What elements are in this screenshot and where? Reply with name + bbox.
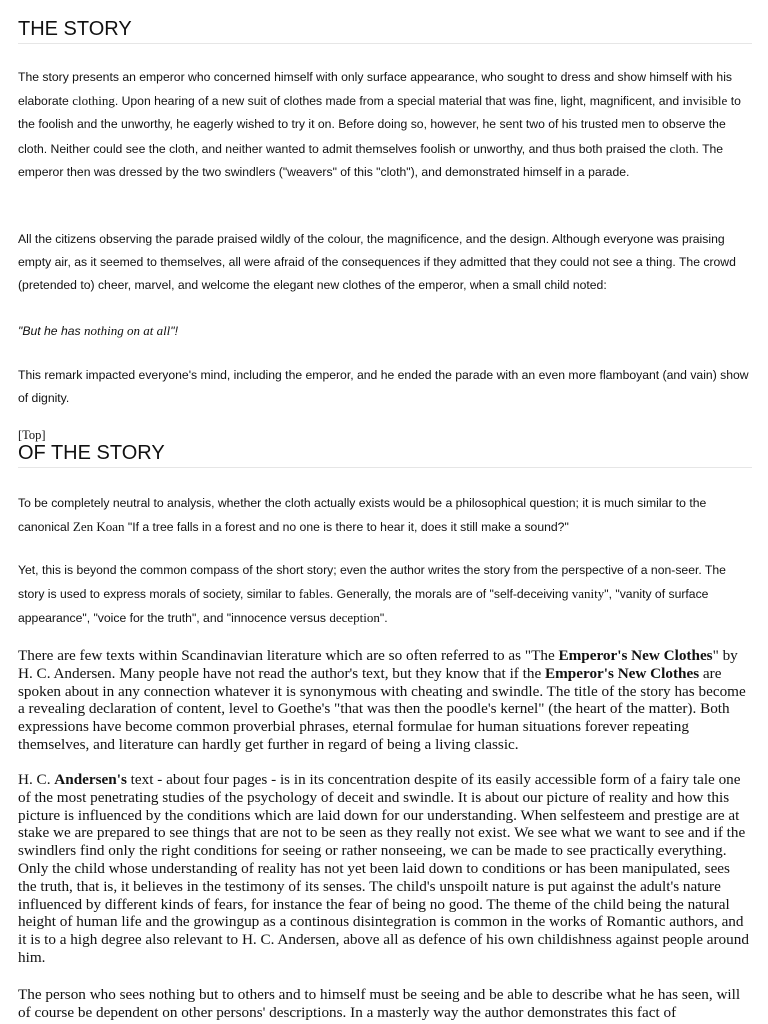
essay-paragraph-2: H. C. Andersen's text - about four pages - is in its concentration despite of its easily accessible form of a fairy tale one of the most penetrating studies of the psychology of deceit and swindle. It is about our picture of reality and how this picture is influenced by the conditions which are laid down for our understanding. When selfesteem and prestige are at stake we are prepared to see things that are not to be seen as they really not exist. We see what we want to see and if the swindlers find only the right conditions for seeing or rather nonseeing, we can be made to see practically everything. Only the child whose understanding of reality has not yet been laid down to conditions or has been manipulated, sees the truth, that is, it believes in the testimony of its senses. The child's unspoilt nature is put against the adult's nature influenced by different kinds of fears, for instance the fear of being no good. The theme of the child being the natural height of human life and the growingup as a continous disintegration is common in the works of Romantic authors, and it is to a high degree also relevant to H. C. Andersen, above all as defence of his own childishness against people around him. [18,771,749,966]
bold-title-2: Emperor's New Clothes [545,664,700,682]
link-clothing[interactable]: clothing [72,93,115,109]
story-paragraph-3: This remark impacted everyone's mind, including the emperor, and he ended the parade with an even more flamboyant (and vain) show of dignity. [18,368,749,406]
link-cloth[interactable]: cloth [669,140,696,156]
link-fables[interactable]: fables [298,586,330,602]
bold-title-1: Emperor's New Clothes [558,647,713,664]
story-paragraph-2: All the citizens observing the parade praised wildly of the colour, the magnificence, and the design. Although everyone was praising empty air, as it seemed to themselves, all were afraid of the consequences if they admitted that they could not see a thing. The crowd (pretended to) cheer, marvel, and welcome the elegant new clothes of the emperor, when a small child noted: [18,232,736,293]
bold-andersens: Andersen's [54,771,127,788]
analysis-paragraph-2: Yet, this is beyond the common compass of the short story; even the author writes the story from the perspective of a non-seer. The story is used to express morals of society, similar to fables. Generally, the morals are of "self-deceiving vanity", "vanity of surface appearance", "voice for the truth", and "innocence versus deception". [18,563,726,626]
top-link[interactable]: [Top] [18,428,46,442]
heading-the-story: THE STORY [18,17,752,44]
link-invisible[interactable]: invisible [682,93,728,109]
child-quote: "But he has nothing on at all"! [18,323,179,338]
heading-of-the-story: OF THE STORY [18,441,752,468]
story-paragraph-1: The story presents an emperor who concerned himself with only surface appearance, who sought to dress and show himself with his elaborate clothing. Upon hearing of a new suit of clothes made from a special material that was fine, light, magnificent, and invisible to the foolish and the unworthy, he eagerly wished to try it on. Before doing so, however, he sent two of his trusted men to observe the cloth. Neither could see the cloth, and neither wanted to admit themselves foolish or unworthy, and thus both praised the cloth. The emperor then was dressed by the two swindlers ("weavers" of this "cloth"), and demonstrated himself in a parade. [18,70,741,179]
analysis-paragraph-1: To be completely neutral to analysis, whether the cloth actually exists would be a philosophical question; it is much similar to the canonical Zen Koan "If a tree falls in a forest and no one is there to hear it, does it still make a sound?" [18,496,707,535]
link-deception[interactable]: deception [329,610,380,626]
link-zen-koan[interactable]: Zen Koan [72,519,125,535]
essay-paragraph-3: The person who sees nothing but to others and to himself must be seeing and be able to describe what he has seen, will of course be dependent on other persons' descriptions. In a masterly way the author demonstrates this fact of [18,986,741,1021]
essay-paragraph-1: There are few texts within Scandinavian literature which are so often referred to as "The Emperor's New Clothes" by H. C. Andersen. Many people have not read the author's text, but they know that if the Emperor's New Clothes are spoken about in any connection whatever it is synonymous with cheating and swindle. The title of the story has become a revealing declaration of content, level to Goethe's "that was then the poodle's kernel" (the heart of the matter). Both expressions have become common proverbial phrases, eternal formulae for human situations forever repeating themselves, and literature can hardly get further in regard of being a living classic. [18,647,746,753]
link-vanity[interactable]: vanity [571,586,605,602]
link-nothing-on-at-all[interactable]: nothing on at all [83,323,171,338]
